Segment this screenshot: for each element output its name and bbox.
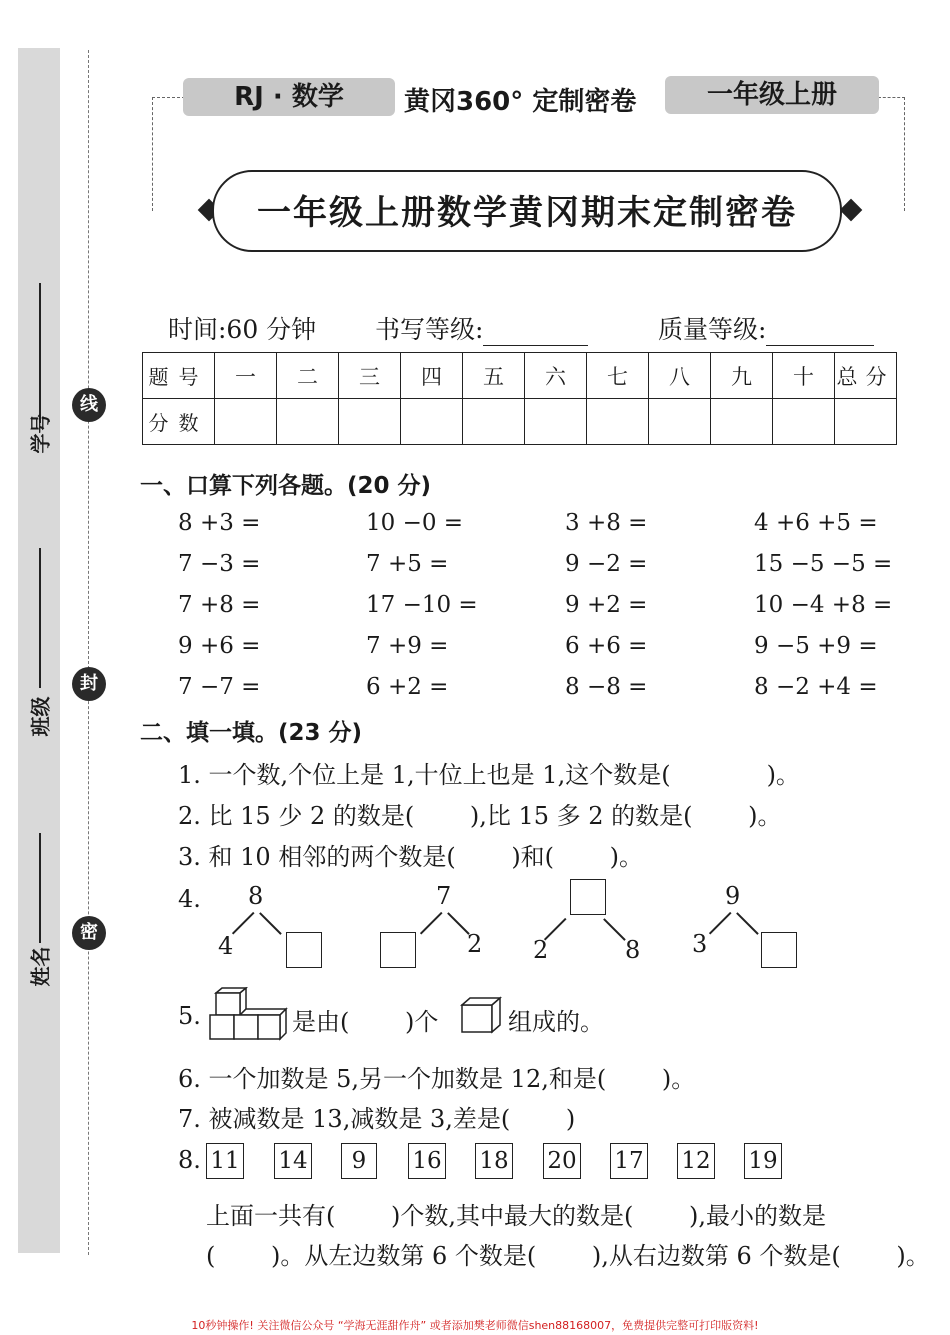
seal-secret-mark: 密 <box>72 916 106 950</box>
table-header-cell: 八 <box>649 353 711 399</box>
table-header-cell: 一 <box>215 353 277 399</box>
equation: 9 −2 = <box>565 551 648 577</box>
quality-grade-blank[interactable] <box>766 321 874 346</box>
class-label: 班级 <box>28 696 53 737</box>
number-box: 20 <box>543 1143 581 1179</box>
number-box: 12 <box>677 1143 715 1179</box>
quality-grade-label: 质量等级: <box>658 315 767 344</box>
section2-title: 二、填一填。(23 分) <box>140 720 363 746</box>
equation: 9 +6 = <box>178 633 261 659</box>
writing-grade <box>375 310 588 346</box>
exam-title: 一年级上册数学黄冈期末定制密卷 <box>257 193 797 233</box>
score-cell[interactable] <box>401 399 463 445</box>
table-header-cell: 九 <box>711 353 773 399</box>
equation: 6 +6 = <box>565 633 648 659</box>
seal-line-mark: 线 <box>72 388 106 422</box>
title-diamond-right <box>840 199 863 222</box>
score-cell[interactable] <box>835 399 897 445</box>
question-6: 6. 一个加数是 5,另一个加数是 12,和是( )。 <box>178 1065 696 1093</box>
student-id-label: 学号 <box>28 413 53 454</box>
subject-pill: RJ · 数学 <box>183 78 395 116</box>
tree-top: 7 <box>436 882 452 910</box>
tree-branch <box>420 912 442 934</box>
table-header-cell: 六 <box>525 353 587 399</box>
score-table-header-row <box>143 353 897 399</box>
cube-stack-icon <box>206 987 290 1043</box>
equation: 4 +6 +5 = <box>754 510 878 536</box>
question-4-label: 4. <box>178 885 201 913</box>
name-label: 姓名 <box>28 946 53 987</box>
tree-left: 4 <box>218 932 234 960</box>
cube-icon <box>460 996 502 1034</box>
tree-left: 2 <box>533 936 549 964</box>
writing-grade-label: 书写等级: <box>375 315 484 344</box>
equation: 10 −4 +8 = <box>754 592 893 618</box>
question-2: 2. 比 15 少 2 的数是( ),比 15 多 2 的数是( )。 <box>178 802 782 830</box>
equation: 10 −0 = <box>366 510 464 536</box>
table-header-cell: 二 <box>277 353 339 399</box>
tree-top: 9 <box>725 882 741 910</box>
number-box: 11 <box>206 1143 244 1179</box>
question-1: 1. 一个数,个位上是 1,十位上也是 1,这个数是( )。 <box>178 761 800 789</box>
score-cell[interactable] <box>711 399 773 445</box>
equation: 7 −7 = <box>178 674 261 700</box>
table-header-cell: 七 <box>587 353 649 399</box>
number-box: 9 <box>341 1143 377 1179</box>
tree-left: 3 <box>692 930 708 958</box>
header-dash-right <box>878 97 905 211</box>
question-3: 3. 和 10 相邻的两个数是( )和( )。 <box>178 843 644 871</box>
answer-box[interactable] <box>761 932 797 968</box>
score-cell[interactable] <box>773 399 835 445</box>
tree-top: 8 <box>248 882 264 910</box>
brand-label: 黄冈360° 定制密卷 <box>404 87 637 117</box>
header-dash-left <box>152 97 185 211</box>
score-cell[interactable] <box>277 399 339 445</box>
table-header-cell: 十 <box>773 353 835 399</box>
binding-dash-line <box>88 50 89 1255</box>
table-header-cell: 题号 <box>143 353 215 399</box>
class-line <box>39 548 41 688</box>
tree-branch <box>736 912 758 934</box>
number-box: 14 <box>274 1143 312 1179</box>
table-header-cell: 三 <box>339 353 401 399</box>
tree-branch <box>232 912 254 934</box>
equation: 17 −10 = <box>366 592 478 618</box>
table-header-cell: 四 <box>401 353 463 399</box>
tree-branch <box>709 912 731 934</box>
score-cell[interactable] <box>215 399 277 445</box>
equation: 9 −5 +9 = <box>754 633 878 659</box>
score-table-score-row <box>143 399 897 445</box>
score-table <box>142 352 897 445</box>
number-box: 16 <box>408 1143 446 1179</box>
question-5-mid: 是由( )个 <box>292 1008 439 1036</box>
footer-notice: 10秒钟操作! 关注微信公众号 “学海无涯甜作舟” 或者添加樊老师微信shen88168007，免费提供完整可打印版资料! <box>191 1319 759 1332</box>
equation: 3 +8 = <box>565 510 648 536</box>
tree-branch <box>603 918 625 940</box>
score-cell[interactable] <box>525 399 587 445</box>
answer-box[interactable] <box>570 879 606 915</box>
question-5-label: 5. <box>178 1002 201 1030</box>
student-id-line <box>39 283 41 423</box>
number-box: 19 <box>744 1143 782 1179</box>
score-row-label: 分数 <box>143 399 215 445</box>
answer-box[interactable] <box>380 932 416 968</box>
answer-box[interactable] <box>286 932 322 968</box>
equation: 15 −5 −5 = <box>754 551 893 577</box>
score-cell[interactable] <box>339 399 401 445</box>
equation: 7 +9 = <box>366 633 449 659</box>
name-line <box>39 833 41 943</box>
equation: 8 −2 +4 = <box>754 674 878 700</box>
tree-right: 8 <box>625 936 641 964</box>
binding-strip <box>18 48 60 1253</box>
seal-seal-mark: 封 <box>72 667 106 701</box>
question-7: 7. 被减数是 13,减数是 3,差是( ) <box>178 1105 576 1133</box>
score-cell[interactable] <box>587 399 649 445</box>
score-cell[interactable] <box>463 399 525 445</box>
question-5-end: 组成的。 <box>508 1008 604 1036</box>
score-cell[interactable] <box>649 399 711 445</box>
writing-grade-blank[interactable] <box>483 321 588 346</box>
equation: 9 +2 = <box>565 592 648 618</box>
tree-branch <box>259 912 281 934</box>
equation: 7 +8 = <box>178 592 261 618</box>
grade-pill: 一年级上册 <box>665 76 879 114</box>
section1-title: 一、口算下列各题。(20 分) <box>140 473 432 499</box>
number-box: 17 <box>610 1143 648 1179</box>
equation: 8 −8 = <box>565 674 648 700</box>
equation: 7 −3 = <box>178 551 261 577</box>
equation: 8 +3 = <box>178 510 261 536</box>
question-8-line2: ( )。从左边数第 6 个数是( ),从右边数第 6 个数是( )。 <box>206 1242 930 1270</box>
time-limit: 时间:60 分钟 <box>168 315 317 344</box>
equation: 7 +5 = <box>366 551 449 577</box>
number-box: 18 <box>475 1143 513 1179</box>
equation: 6 +2 = <box>366 674 449 700</box>
table-header-cell: 总分 <box>835 353 897 399</box>
tree-right: 2 <box>467 930 483 958</box>
question-8-line1: 上面一共有( )个数,其中最大的数是( ),最小的数是 <box>206 1202 826 1230</box>
quality-grade <box>658 310 874 346</box>
question-8-label: 8. <box>178 1146 201 1174</box>
table-header-cell: 五 <box>463 353 525 399</box>
